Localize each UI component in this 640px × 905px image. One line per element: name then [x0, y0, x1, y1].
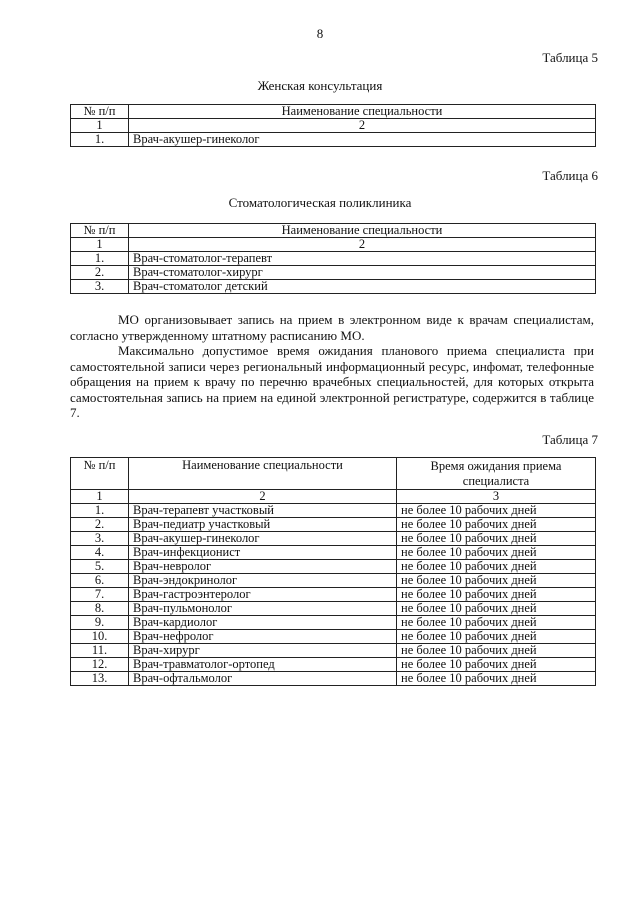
table5-header-row [71, 105, 596, 119]
row-wait-time: не более 10 рабочих дней [397, 644, 596, 658]
row-num: 3. [71, 532, 129, 546]
table6-header-num: № п/п [71, 224, 129, 238]
table-row [71, 504, 596, 518]
row-wait-time: не более 10 рабочих дней [397, 504, 596, 518]
table6-header-name: Наименование специальности [129, 224, 596, 238]
row-wait-time: не более 10 рабочих дней [397, 672, 596, 686]
table7-header-row [71, 458, 596, 490]
row-num: 1. [71, 252, 129, 266]
table6-label: Таблица 6 [542, 168, 598, 183]
table7-colnum-2: 2 [129, 490, 397, 504]
table6 [70, 223, 596, 294]
table5-colnum-1: 1 [71, 119, 129, 133]
table-row [71, 574, 596, 588]
row-specialty: Врач-кардиолог [129, 616, 397, 630]
row-num: 4. [71, 546, 129, 560]
row-num: 6. [71, 574, 129, 588]
row-specialty: Врач-пульмонолог [129, 602, 397, 616]
row-specialty: Врач-стоматолог-хирург [129, 266, 596, 280]
row-specialty: Врач-хирург [129, 644, 397, 658]
table6-colnum-2: 2 [129, 238, 596, 252]
table5-colnum-row [71, 119, 596, 133]
table7-colnum-1: 1 [71, 490, 129, 504]
table-row [71, 560, 596, 574]
table-row [71, 518, 596, 532]
row-specialty: Врач-гастроэнтеролог [129, 588, 397, 602]
table-row [71, 588, 596, 602]
row-num: 5. [71, 560, 129, 574]
row-num: 8. [71, 602, 129, 616]
page-number: 8 [316, 26, 324, 41]
table6-caption: Стоматологическая поликлиника [228, 195, 412, 210]
row-wait-time: не более 10 рабочих дней [397, 560, 596, 574]
row-wait-time: не более 10 рабочих дней [397, 546, 596, 560]
row-specialty: Врач-акушер-гинеколог [129, 133, 596, 147]
table6-colnum-1: 1 [71, 238, 129, 252]
row-wait-time: не более 10 рабочих дней [397, 658, 596, 672]
row-num: 9. [71, 616, 129, 630]
table-row [71, 252, 596, 266]
table-row [71, 546, 596, 560]
row-wait-time: не более 10 рабочих дней [397, 518, 596, 532]
table-row [71, 532, 596, 546]
table5 [70, 104, 596, 147]
table7 [70, 457, 596, 686]
row-specialty: Врач-офтальмолог [129, 672, 397, 686]
row-num: 7. [71, 588, 129, 602]
table-row [71, 616, 596, 630]
row-num: 2. [71, 266, 129, 280]
table5-header-name: Наименование специальности [129, 105, 596, 119]
table-row [71, 133, 596, 147]
row-wait-time: не более 10 рабочих дней [397, 630, 596, 644]
row-wait-time: не более 10 рабочих дней [397, 574, 596, 588]
table-row [71, 630, 596, 644]
row-wait-time: не более 10 рабочих дней [397, 532, 596, 546]
table6-colnum-row [71, 238, 596, 252]
row-wait-time: не более 10 рабочих дней [397, 602, 596, 616]
row-specialty: Врач-инфекционист [129, 546, 397, 560]
row-specialty: Врач-терапевт участковый [129, 504, 397, 518]
table5-label: Таблица 5 [542, 50, 598, 65]
row-specialty: Врач-педиатр участковый [129, 518, 397, 532]
table5-header-num: № п/п [71, 105, 129, 119]
row-specialty: Врач-нефролог [129, 630, 397, 644]
row-specialty: Врач-стоматолог-терапевт [129, 252, 596, 266]
table-row [71, 266, 596, 280]
row-specialty: Врач-стоматолог детский [129, 280, 596, 294]
paragraph-1: МО организовывает запись на прием в электронном виде к врачам специалистам, согласно утвержденному штатному расписанию МО. [70, 312, 594, 343]
row-specialty: Врач-акушер-гинеколог [129, 532, 397, 546]
table7-header-name: Наименование специальности [129, 458, 397, 490]
table5-colnum-2: 2 [129, 119, 596, 133]
table7-header-wait: Время ожидания приема специалиста [397, 458, 596, 490]
row-num: 12. [71, 658, 129, 672]
table7-colnum-row [71, 490, 596, 504]
row-num: 11. [71, 644, 129, 658]
table-row [71, 280, 596, 294]
row-specialty: Врач-травматолог-ортопед [129, 658, 397, 672]
table7-colnum-3: 3 [397, 490, 596, 504]
row-specialty: Врач-эндокринолог [129, 574, 397, 588]
row-num: 1. [71, 504, 129, 518]
table-row [71, 672, 596, 686]
row-wait-time: не более 10 рабочих дней [397, 588, 596, 602]
row-num: 3. [71, 280, 129, 294]
row-wait-time: не более 10 рабочих дней [397, 616, 596, 630]
row-num: 2. [71, 518, 129, 532]
table-row [71, 602, 596, 616]
table6-header-row [71, 224, 596, 238]
table7-header-num: № п/п [71, 458, 129, 490]
row-num: 10. [71, 630, 129, 644]
table7-label: Таблица 7 [542, 432, 598, 447]
paragraph-2: Максимально допустимое время ожидания планового приема специалиста при самостоятельной записи через региональный информационный ресурс, инфомат, телефонные обращения на прием к врачу по перечню врачебных специальностей, для которых открыта самостоятельная запись на прием на единой электронной регистратуре, содержится в таблице 7. [70, 343, 594, 420]
row-num: 1. [71, 133, 129, 147]
body-text [70, 312, 594, 421]
table5-caption: Женская консультация [257, 78, 383, 93]
table-row [71, 644, 596, 658]
row-specialty: Врач-невролог [129, 560, 397, 574]
table-row [71, 658, 596, 672]
row-num: 13. [71, 672, 129, 686]
